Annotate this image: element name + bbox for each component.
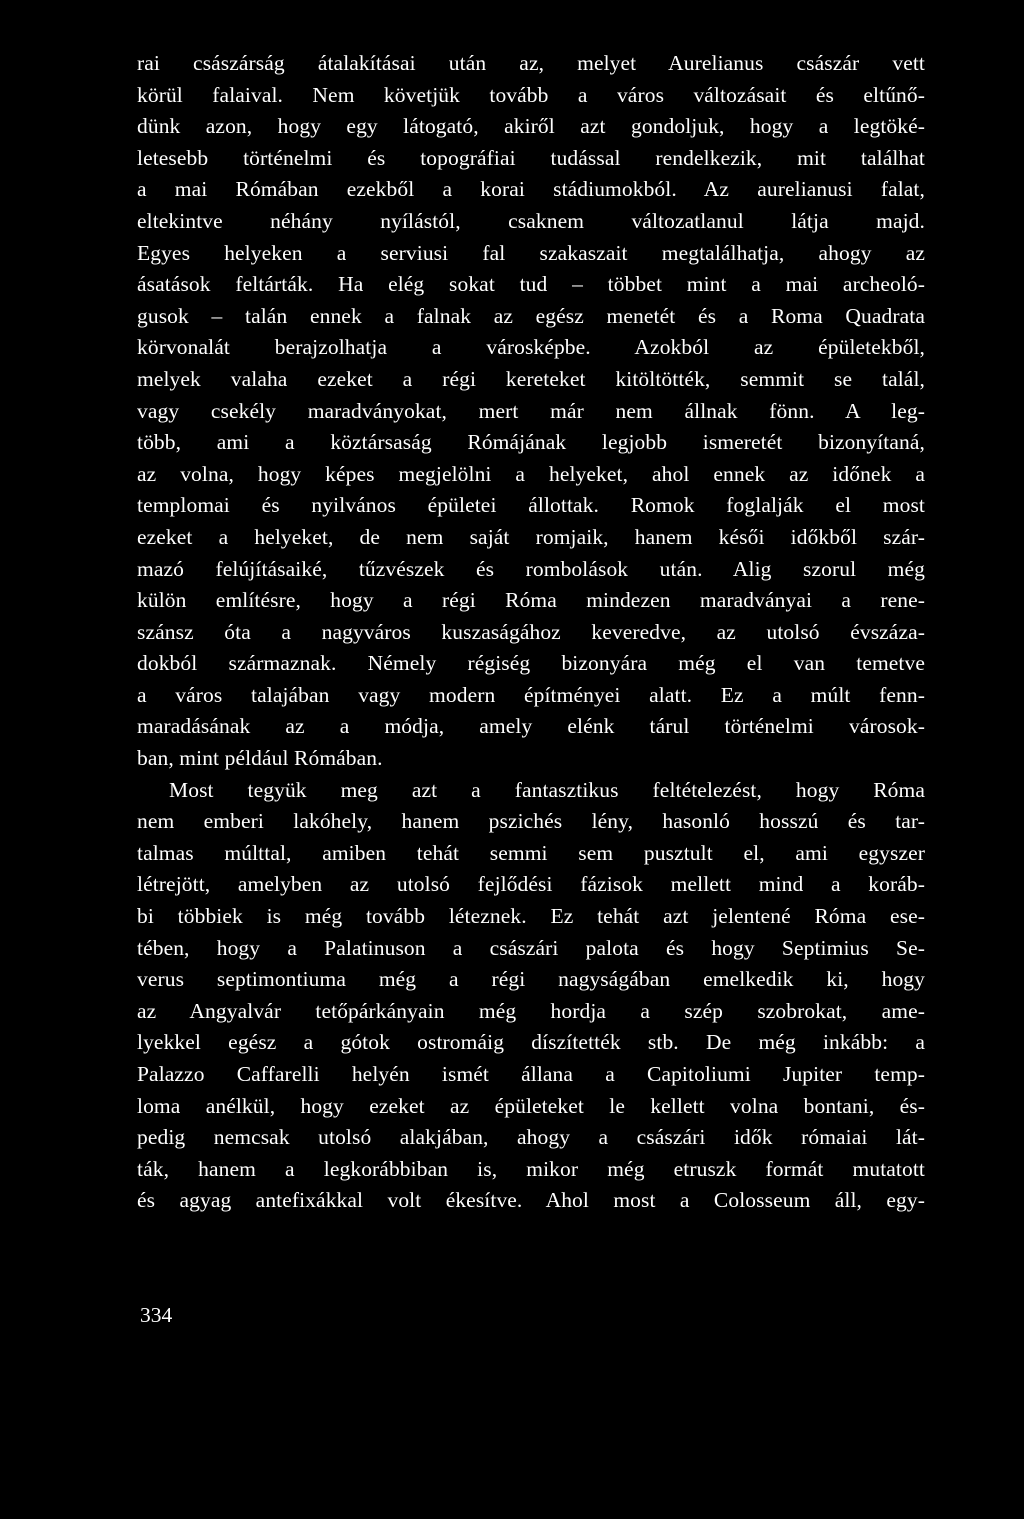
text-line: mazó felújításaiké, tűzvészek és rombolások után. Alig szorul még — [137, 556, 925, 581]
text-line: gusok – talán ennek a falnak az egész menetét és a Roma Quadrata — [137, 303, 925, 328]
text-line: dokból származnak. Némely régiség bizonyára még el van temetve — [137, 651, 925, 676]
text-line: külön említésre, hogy a régi Róma mindezen maradványai a rene- — [137, 588, 925, 613]
text-line: ezeket a helyeket, de nem saját romjaik, hanem késői időkből szár- — [137, 524, 925, 549]
text-line: a mai Rómában ezekből a korai stádiumokból. Az aurelianusi falat, — [137, 177, 925, 202]
page-number: 334 — [140, 1303, 173, 1327]
text-line: az Angyalvár tetőpárkányain még hordja a szép szobrokat, ame- — [137, 998, 925, 1023]
page-body — [137, 48, 925, 1217]
text-line: ásatások feltárták. Ha elég sokat tud – többet mint a mai archeoló- — [137, 272, 925, 297]
text-line: Palazzo Caffarelli helyén ismét állana a Capitoliumi Jupiter temp- — [137, 1062, 925, 1086]
text-line: bi többiek is még tovább léteznek. Ez tehát azt jelentené Róma ese- — [137, 904, 925, 929]
text-line: tében, hogy a Palatinuson a császári palota és hogy Septimius Se- — [137, 935, 925, 960]
text-line: loma anélkül, hogy ezeket az épületeket le kellett volna bontani, és- — [137, 1093, 925, 1118]
text-line: nem emberi lakóhely, hanem pszichés lény, hasonló hosszú és tar- — [137, 809, 925, 834]
text-line: letesebb történelmi és topográfiai tudással rendelkezik, mit találhat — [137, 145, 925, 170]
text-line: melyek valaha ezeket a régi kereteket kitöltötték, semmit se talál, — [137, 366, 925, 391]
text-line: ták, hanem a legkorábbiban is, mikor még etruszk formát mutatott — [137, 1156, 925, 1181]
text-line: rai császárság átalakításai után az, melyet Aurelianus császár vett — [137, 51, 925, 75]
text-line: maradásának az a módja, amely elénk tárul történelmi városok- — [137, 714, 925, 739]
text-line: több, ami a köztársaság Rómájának legjobb ismeretét bizonyítaná, — [137, 430, 925, 455]
text-line: ban, mint például Rómában. — [137, 746, 383, 771]
text-line: talmas múlttal, amiben tehát semmi sem pusztult el, ami egyszer — [137, 840, 925, 865]
text-line: vagy csekély maradványokat, mert már nem állnak fönn. A leg- — [137, 398, 925, 423]
text-line: az volna, hogy képes megjelölni a helyeket, ahol ennek az időnek a — [137, 461, 925, 486]
text-line: eltekintve néhány nyílástól, csaknem változatlanul látja majd. — [137, 208, 925, 233]
text-line: verus septimontiuma még a régi nagyságában emelkedik ki, hogy — [137, 967, 925, 992]
text-line: létrejött, amelyben az utolsó fejlődési fázisok mellett mind a koráb- — [137, 872, 925, 897]
text-line: pedig nemcsak utolsó alakjában, ahogy a császári idők rómaiai lát- — [137, 1125, 925, 1150]
text-line: Most tegyük meg azt a fantasztikus feltételezést, hogy Róma — [169, 777, 925, 802]
text-line: körvonalát berajzolhatja a városképbe. Azokból az épületekből, — [137, 335, 925, 360]
text-line: a város talajában vagy modern építményei alatt. Ez a múlt fenn- — [137, 682, 925, 707]
text-line: körül falaival. Nem követjük tovább a város változásait és eltűnő- — [137, 82, 925, 107]
text-line: lyekkel egész a gótok ostromáig díszítették stb. De még inkább: a — [137, 1030, 925, 1055]
text-line: dünk azon, hogy egy látogató, akiről azt gondoljuk, hogy a legtöké- — [137, 114, 925, 139]
text-line: szánsz óta a nagyváros kuszaságához keveredve, az utolsó évszáza- — [137, 619, 925, 644]
text-line: templomai és nyilvános épületei állottak. Romok foglalják el most — [137, 493, 925, 518]
text-line: Egyes helyeken a serviusi fal szakaszait megtalálhatja, ahogy az — [137, 240, 925, 265]
text-line: és agyag antefixákkal volt ékesítve. Ahol most a Colosseum áll, egy- — [137, 1188, 925, 1213]
